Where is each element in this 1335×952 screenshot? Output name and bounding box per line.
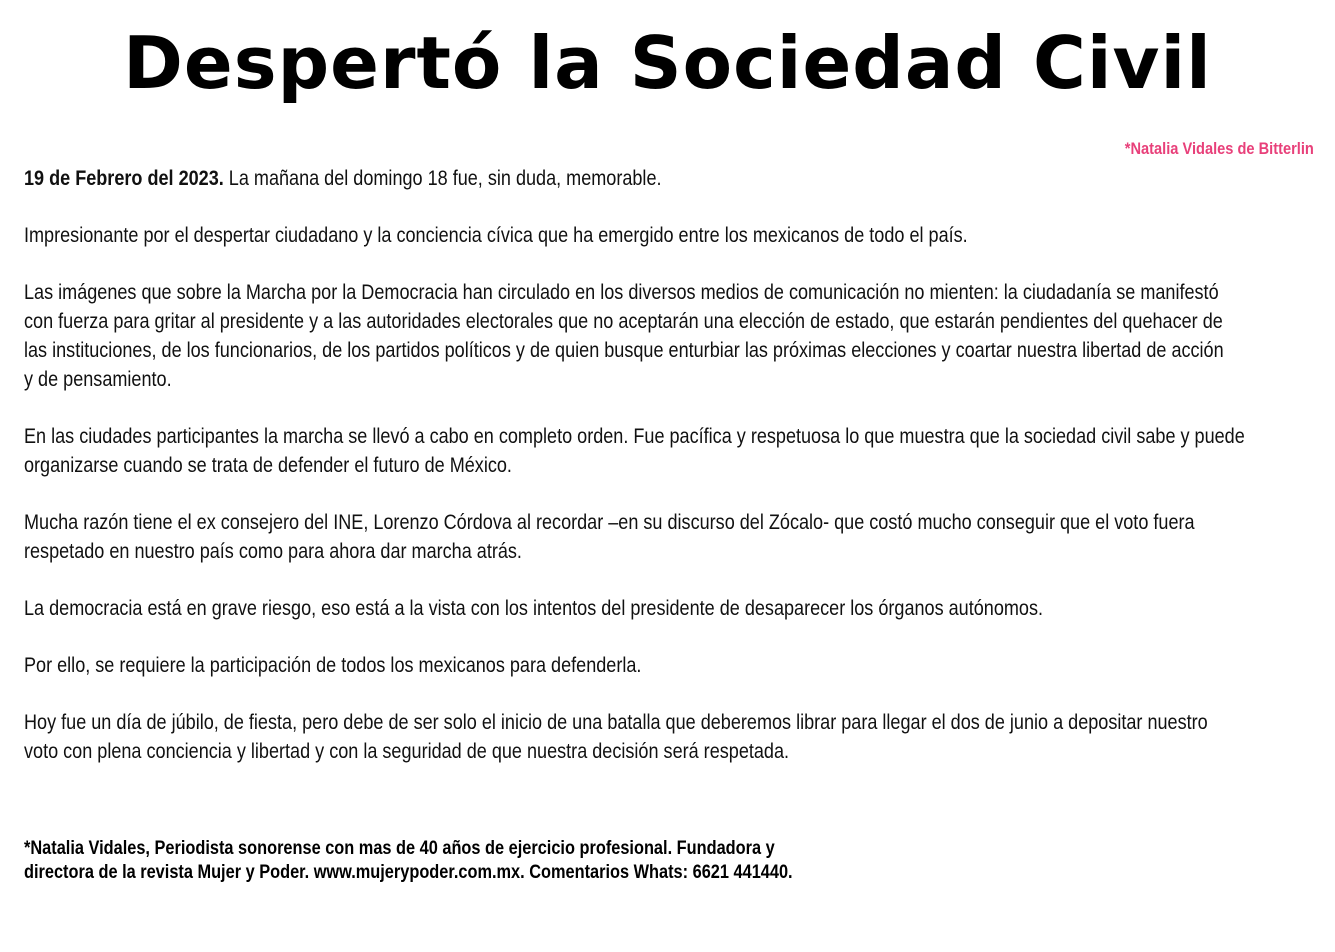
paragraph — [24, 422, 1314, 480]
paragraph-line — [24, 164, 1314, 193]
paragraph-line: Hoy fue un día de júbilo, de fiesta, pero debe de ser solo el inicio de una batalla que deberemos librar para llegar el dos de junio a depositar nuestro — [24, 711, 1208, 734]
paragraph-line: las instituciones, de los funcionarios, de los partidos políticos y de quien busque enturbiar las próximas elecciones y coartar nuestra libertad de acción — [24, 339, 1224, 362]
paragraph-line: organizarse cuando se trata de defender el futuro de México. — [24, 454, 512, 477]
author-byline: *Natalia Vidales de Bitterlin — [1124, 139, 1314, 158]
paragraph-line: Las imágenes que sobre la Marcha por la Democracia han circulado en los diversos medios de comunicación no mienten: la ciudadanía se manifestó — [24, 281, 1219, 304]
author-note — [24, 837, 1056, 885]
paragraph — [24, 651, 1314, 680]
paragraph — [24, 221, 1314, 250]
paragraph-line: con fuerza para gritar al presidente y a las autoridades electorales que no aceptarán una elección de estado, que estarán pendientes del quehacer de — [24, 310, 1223, 333]
article-title: Despertó la Sociedad Civil — [123, 21, 1212, 105]
paragraph — [24, 708, 1314, 766]
paragraph-line: y de pensamiento. — [24, 368, 172, 391]
paragraph — [24, 278, 1314, 394]
paragraph-line: Mucha razón tiene el ex consejero del INE, Lorenzo Córdova al recordar –en su discurso del Zócalo- que costó mucho conseguir que el voto fuera — [24, 511, 1195, 534]
paragraph — [24, 594, 1314, 623]
paragraph-intro — [24, 164, 1314, 193]
article-date: 19 de Febrero del 2023. — [24, 167, 224, 190]
author-note-line: *Natalia Vidales, Periodista sonorense con mas de 40 años de ejercicio profesional. Fundadora y — [24, 838, 775, 859]
paragraph-line: Impresionante por el despertar ciudadano y la conciencia cívica que ha emergido entre los mexicanos de todo el país. — [24, 224, 968, 247]
author-note-line: directora de la revista Mujer y Poder. www.mujerypoder.com.mx. Comentarios Whats: 6621 441440. — [24, 862, 793, 883]
paragraph-line: En las ciudades participantes la marcha se llevó a cabo en completo orden. Fue pacífica y respetuosa lo que muestra que la sociedad civil sabe y puede — [24, 425, 1245, 448]
paragraph-line: Por ello, se requiere la participación de todos los mexicanos para defenderla. — [24, 654, 642, 677]
paragraph-line: respetado en nuestro país como para ahora dar marcha atrás. — [24, 540, 522, 563]
paragraph-line: voto con plena conciencia y libertad y con la seguridad de que nuestra decisión será respetada. — [24, 740, 790, 763]
article-body — [24, 164, 1314, 794]
paragraph-text: La mañana del domingo 18 fue, sin duda, memorable. — [223, 167, 662, 190]
paragraph — [24, 508, 1314, 566]
paragraph-line: La democracia está en grave riesgo, eso está a la vista con los intentos del presidente de desaparecer los órganos autónomos. — [24, 597, 1044, 620]
